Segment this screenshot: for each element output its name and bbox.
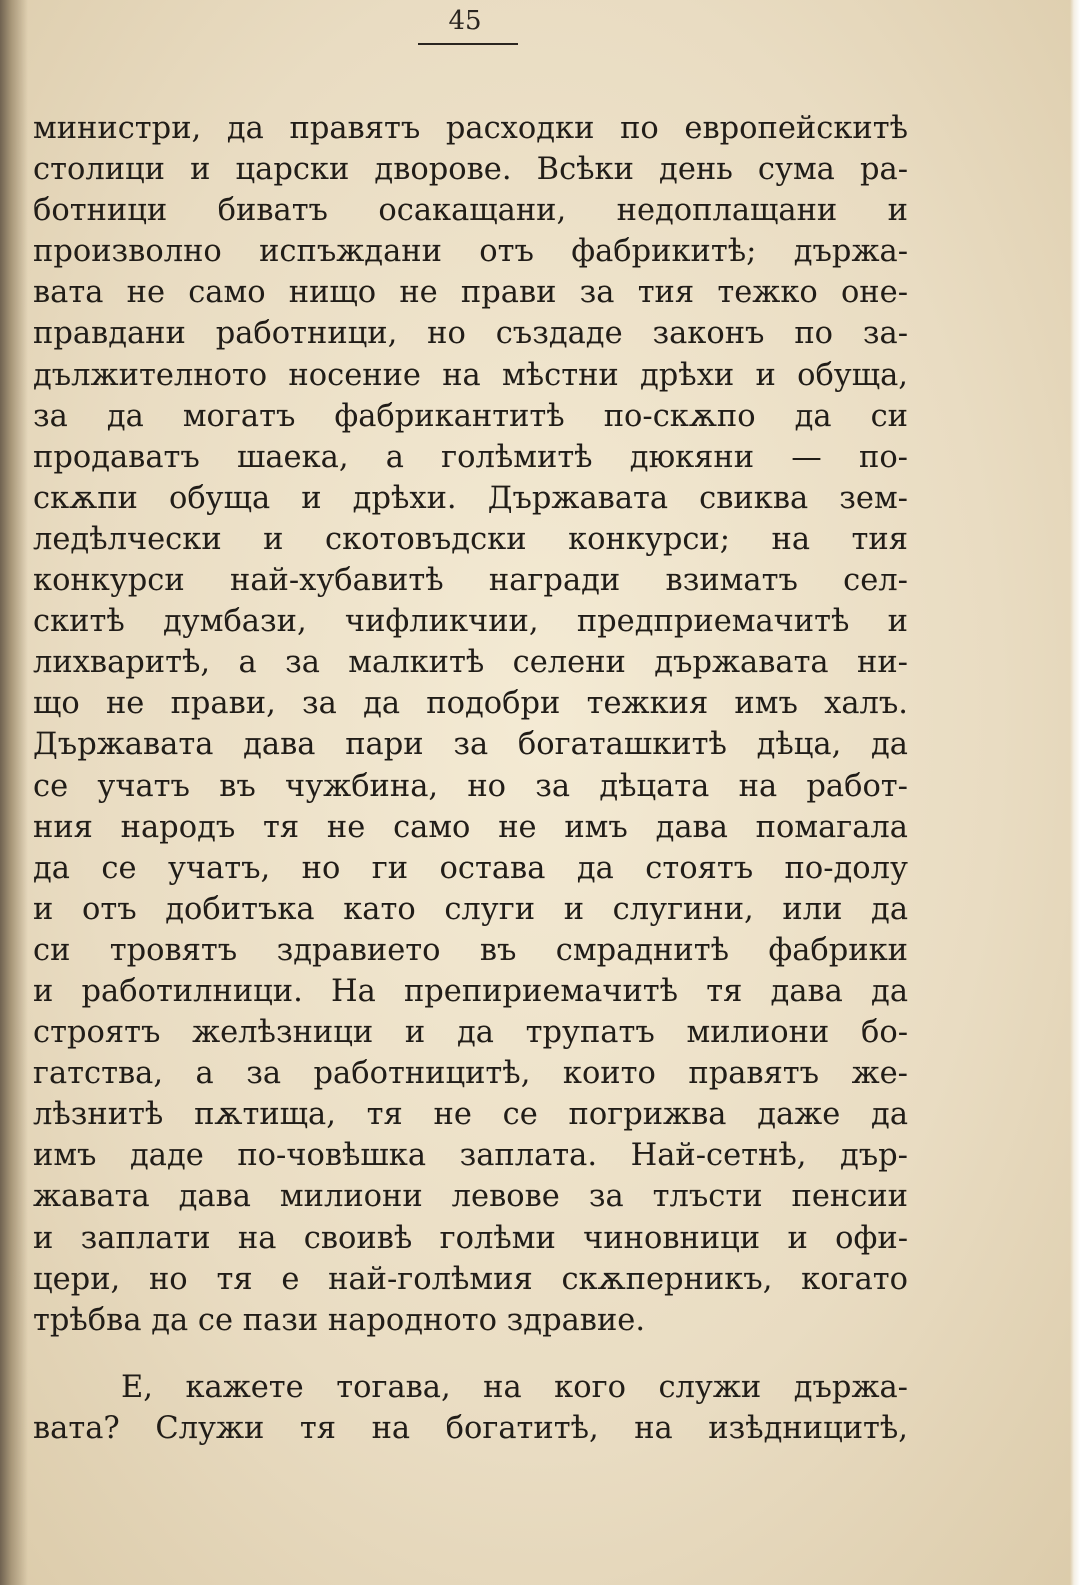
text-line: произволно испъждани отъ фабрикитѣ; държа-: [33, 234, 908, 270]
body-text: [33, 108, 908, 1449]
text-line: и отъ добитъка като слуги и слугини, или да: [33, 891, 908, 927]
text-line: Държавата дава пари за богаташкитѣ дѣца, да: [33, 727, 908, 763]
text-line: вата? Служи тя на богатитѣ, на изѣдницитѣ,: [33, 1410, 908, 1446]
text-line: правдани работници, но създаде законъ по за-: [33, 316, 908, 352]
page-number-rule: [418, 43, 518, 45]
paragraph-1: [33, 108, 908, 1341]
text-line: вата не само нищо не прави за тия тежко оне-: [33, 275, 908, 311]
text-line: продаватъ шаека, а голѣмитѣ дюкяни — по-: [33, 439, 908, 475]
text-line: се учатъ въ чужбина, но за дѣцата на работ-: [33, 768, 908, 804]
page-left-edge-shadow: [0, 0, 28, 1585]
text-line: дължителното носение на мѣстни дрѣхи и обуща,: [33, 357, 908, 393]
paragraph-2: [33, 1367, 908, 1449]
text-line: трѣбва да се пази народното здравие.: [33, 1302, 646, 1338]
text-line: гатства, а за работницитѣ, които правятъ же-: [33, 1056, 908, 1092]
text-line: да се учатъ, но ги остава да стоятъ по-долу: [33, 850, 908, 886]
text-line: скѫпи обуща и дрѣхи. Държавата свиква зем-: [33, 480, 908, 516]
text-line: и работилници. На препириемачитѣ тя дава да: [33, 973, 908, 1009]
text-line: и заплати на своивѣ голѣми чиновници и офи-: [33, 1220, 908, 1256]
text-line: строятъ желѣзници и да трупатъ милиони бо-: [33, 1015, 908, 1051]
text-line: лѣзнитѣ пѫтища, тя не се погрижва даже да: [33, 1097, 908, 1133]
text-line: имъ даде по-човѣшка заплата. Най-сетнѣ, дър-: [33, 1138, 908, 1174]
text-line: скитѣ думбази, чифликчии, предприемачитѣ и: [33, 604, 908, 640]
text-line: конкурси най-хубавитѣ награди взиматъ сел-: [33, 563, 908, 599]
text-line: си тровятъ здравието въ смраднитѣ фабрики: [33, 932, 908, 968]
text-line: лихваритѣ, а за малкитѣ селени държавата ни-: [33, 645, 908, 681]
text-line: ния народъ тя не само не имъ дава помагала: [33, 809, 908, 845]
text-line: ледѣлчески и скотовъдски конкурси; на тия: [33, 521, 908, 557]
text-line: за да могатъ фабрикантитѣ по-скѫпо да си: [33, 398, 908, 434]
text-line: ботници биватъ осакащани, недоплащани и: [33, 193, 908, 229]
text-line: що не прави, за да подобри тежкия имъ халъ.: [33, 686, 908, 722]
text-line: министри, да правятъ расходки по европейскитѣ: [33, 111, 908, 146]
text-line: Е, кажете тогава, на кого служи държа-: [121, 1369, 908, 1405]
page-right-edge: [1070, 0, 1080, 1585]
text-line: столици и царски дворове. Всѣки день сума ра-: [33, 152, 908, 188]
text-line: цери, но тя е най-голѣмия скѫперникъ, когато: [33, 1261, 908, 1297]
text-line: жавата дава милиони левове за тлъсти пенсии: [33, 1179, 908, 1215]
page-number: 45: [448, 6, 482, 36]
paragraph-gap: [33, 1341, 908, 1367]
